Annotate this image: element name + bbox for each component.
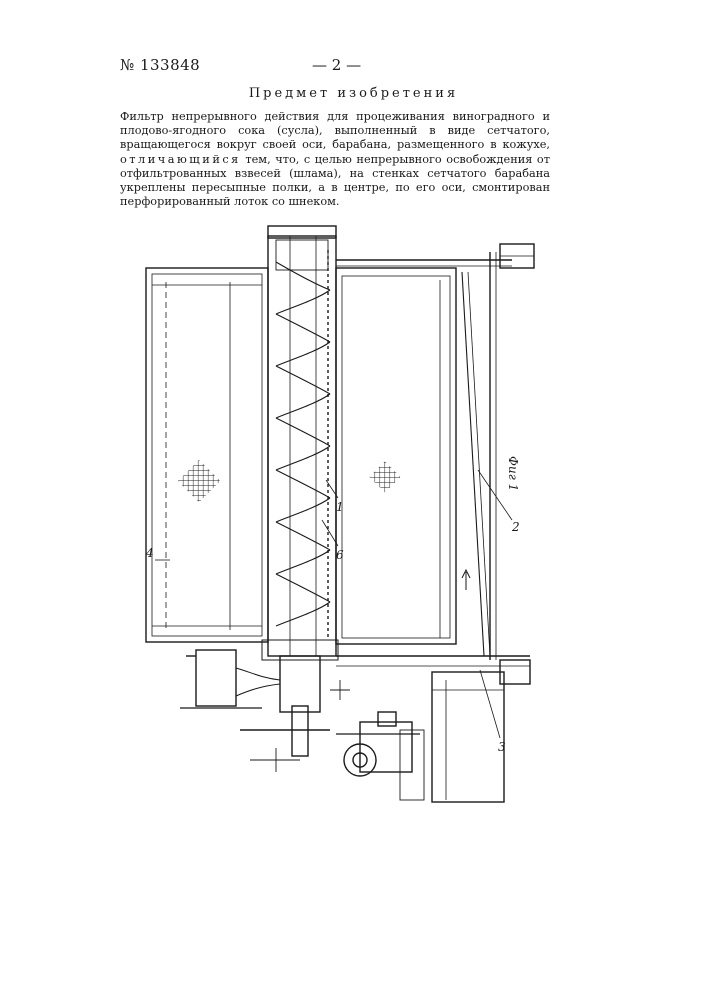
figure-caption: Фиг 1 — [506, 456, 520, 492]
figure-label-4: 4 — [146, 546, 154, 560]
figure-label-1: 1 — [336, 500, 344, 514]
auger-helix — [276, 262, 330, 626]
claim-part-1: Фильтр непрерывного действия для процеживания виноградного и плодово-ягодного сока (сусла), выполненный в виде сетчатого, вращающегося вокруг своей оси, барабана, размещенного в кожухе, — [120, 110, 550, 152]
housing-right — [336, 268, 456, 644]
figure-label-3: 3 — [498, 740, 506, 754]
section-title: Предмет изобретения — [248, 86, 459, 101]
claim-part-2: тем, что, с целью непрерывного освобождения от отфильтрованных взвесей (шлама), на стенках сетчатого барабана укреплены пересыпные полки, а в центре, по его оси, смонтирован перфорированный лоток со шнеком. — [120, 152, 550, 209]
claim-emphasis: отличающийся — [120, 152, 241, 166]
housing-left — [146, 268, 268, 642]
figure-label-6: 6 — [336, 548, 344, 562]
page-number: — 2 — — [312, 56, 362, 74]
patent-number: № 133848 — [120, 56, 201, 74]
mesh-patch-left — [178, 460, 220, 502]
auger-tube — [268, 236, 336, 656]
figure-label-2: 2 — [512, 520, 520, 534]
mesh-patch-right — [369, 461, 400, 492]
